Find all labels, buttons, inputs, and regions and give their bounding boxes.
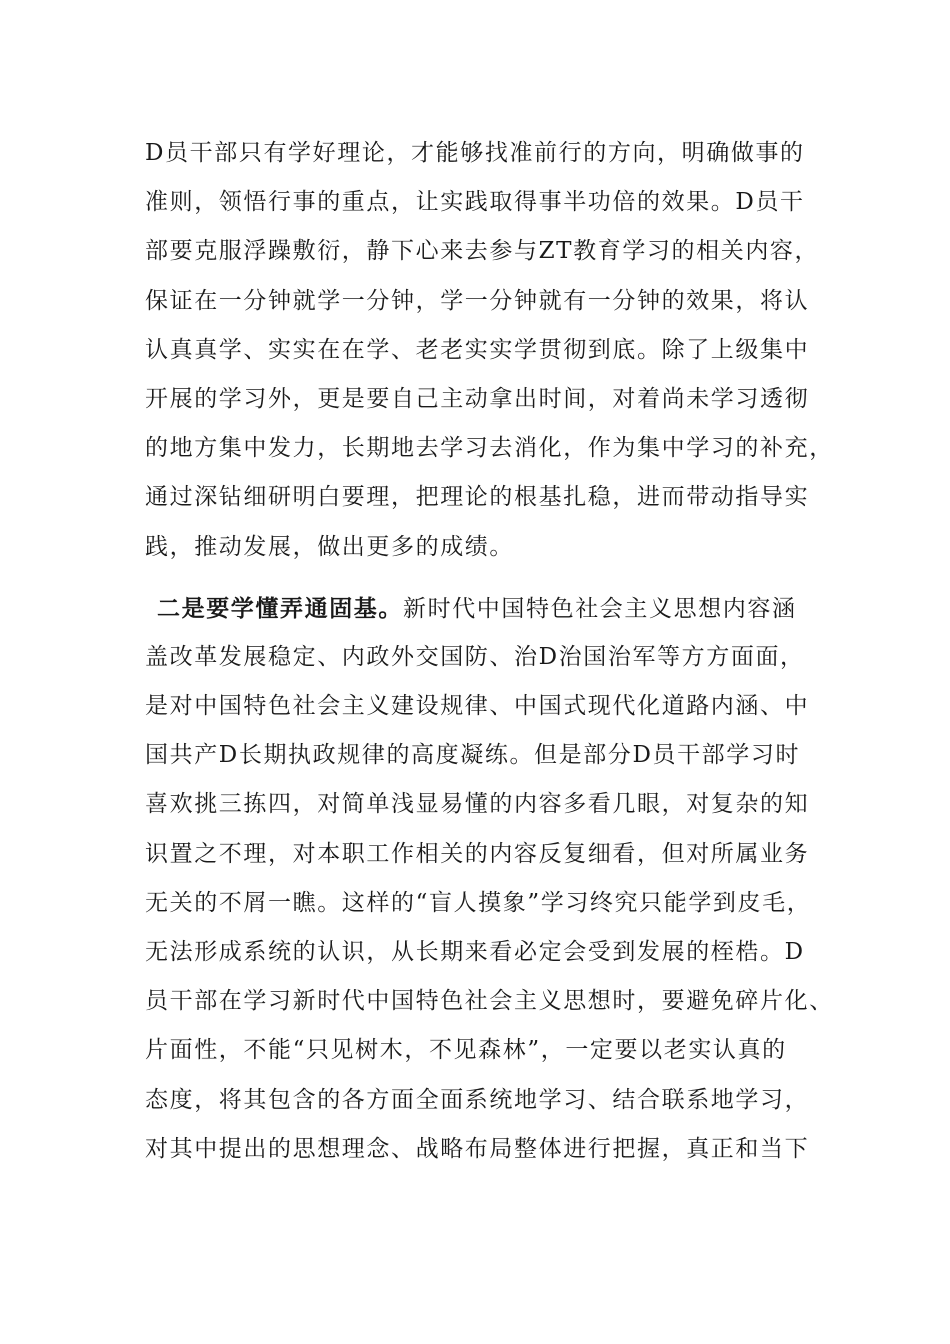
paragraph-line: 部要克服浮躁敷衍，静下心来去参与ZT教育学习的相关内容， (145, 238, 820, 265)
paragraph-line: 认真真学、实实在在学、老老实实学贯彻到底。除了上级集中 (145, 336, 810, 363)
paragraph-line: 无法形成系统的认识，从长期来看必定会受到发展的桎梏。D (145, 939, 805, 965)
first-line-text: 新时代中国特色社会主义思想内容涵 (403, 595, 797, 622)
paragraph-spacer (145, 572, 825, 584)
paragraph-line: 保证在一分钟就学一分钟，学一分钟就有一分钟的效果，将认 (145, 287, 810, 314)
paragraph-line: 的地方集中发力，长期地去学习去消化，作为集中学习的补充， (145, 435, 834, 462)
document-body (145, 129, 834, 1174)
paragraph-first-line (145, 584, 825, 633)
paragraph-2 (145, 584, 834, 1174)
paragraph-line: 态度，将其包含的各方面全面系统地学习、结合联系地学习， (145, 1086, 810, 1113)
paragraph-line: 无关的不屑一瞧。这样的“盲人摸象”学习终究只能学到皮毛， (145, 889, 812, 916)
section-heading: 二是要学懂弄通固基。 (157, 594, 403, 622)
paragraph-line: 准则，领悟行事的重点，让实践取得事半功倍的效果。D员干 (145, 189, 805, 216)
paragraph-line: D员干部只有学好理论，才能够找准前行的方向，明确做事的 (145, 140, 805, 166)
paragraph-line: 是对中国特色社会主义建设规律、中国式现代化道路内涵、中 (145, 693, 810, 720)
paragraph-line: 通过深钻细研明白要理，把理论的根基扎稳，进而带动指导实 (145, 484, 810, 511)
paragraph-line: 对其中提出的思想理念、战略布局整体进行把握，真正和当下 (145, 1135, 810, 1162)
paragraph-1 (145, 129, 834, 572)
paragraph-line: 国共产D长期执政规律的高度凝练。但是部分D员干部学习时 (145, 742, 801, 769)
paragraph-line: 践，推动发展，做出更多的成绩。 (145, 533, 514, 560)
paragraph-line: 员干部在学习新时代中国特色社会主义思想时，要避免碎片化、 (145, 988, 834, 1015)
paragraph-line: 片面性，不能“只见树木，不见森林”，一定要以老实认真的 (145, 1037, 787, 1064)
paragraph-line: 盖改革发展稳定、内政外交国防、治D治国治军等方方面面， (145, 643, 805, 670)
paragraph-line: 喜欢挑三拣四，对简单浅显易懂的内容多看几眼，对复杂的知 (145, 791, 810, 818)
paragraph-line: 开展的学习外，更是要自己主动拿出时间，对着尚未学习透彻 (145, 385, 810, 412)
paragraph-line: 识置之不理，对本职工作相关的内容反复细看，但对所属业务 (145, 840, 810, 867)
